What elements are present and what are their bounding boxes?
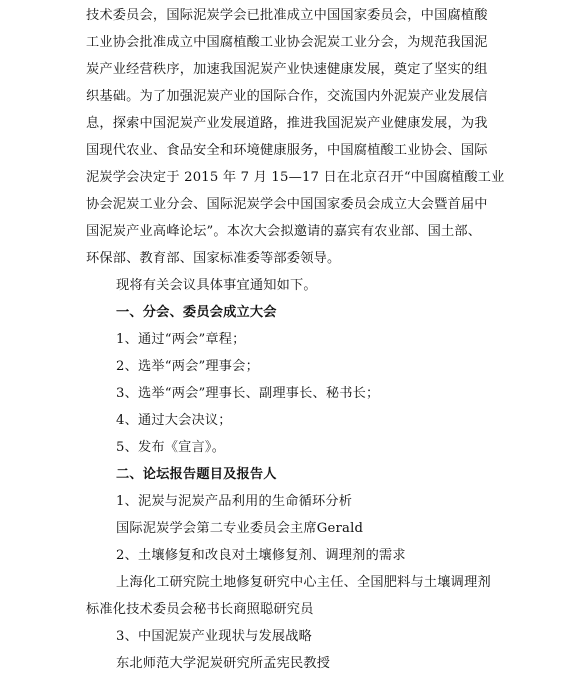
paragraph-line: 技术委员会，国际泥炭学会已批准成立中国国家委员会，中国腐植酸 <box>86 8 488 23</box>
section-heading: 一、分会、委员会成立大会 <box>116 305 277 320</box>
report-speaker: 上海化工研究院土地修复研究中心主任、全国肥料与土壤调理剂 <box>116 575 491 590</box>
report-title: 1、泥炭与泥炭产品利用的生命循环分析 <box>116 494 353 509</box>
paragraph-line: 协会泥炭工业分会、国际泥炭学会中国国家委员会成立大会暨首届中 <box>86 197 488 212</box>
notice-intro: 现将有关会议具体事宜通知如下。 <box>116 278 317 293</box>
report-speaker: 标准化技术委员会秘书长商照聪研究员 <box>86 602 314 617</box>
list-item: 1、通过“两会”章程； <box>116 332 246 347</box>
report-title: 3、中国泥炭产业现状与发展战略 <box>116 629 313 644</box>
paragraph-line: 织基础。为了加强泥炭产业的国际合作，交流国内外泥炭产业发展信 <box>86 89 488 104</box>
section-heading: 二、论坛报告题目及报告人 <box>116 467 277 482</box>
report-speaker: 东北师范大学泥炭研究所孟宪民教授 <box>116 656 331 671</box>
list-item: 5、发布《宣言》。 <box>116 440 226 455</box>
list-item: 2、选举“两会”理事会； <box>116 359 259 374</box>
paragraph-line: 工业协会批准成立中国腐植酸工业协会泥炭工业分会，为规范我国泥 <box>86 35 488 50</box>
report-speaker: 国际泥炭学会第二专业委员会主席Gerald <box>116 521 364 536</box>
paragraph-line: 国泥炭产业高峰论坛”。本次大会拟邀请的嘉宾有农业部、国土部、 <box>86 224 482 239</box>
paragraph-line: 炭产业经营秩序，加速我国泥炭产业快速健康发展，奠定了坚实的组 <box>86 62 488 77</box>
paragraph-line: 环保部、教育部、国家标准委等部委领导。 <box>86 251 341 266</box>
paragraph-line: 息，探索中国泥炭产业发展道路，推进我国泥炭产业健康发展，为我 <box>86 116 488 131</box>
paragraph-line: 国现代农业、食品安全和环境健康服务，中国腐植酸工业协会、国际 <box>86 143 488 158</box>
report-title: 2、土壤修复和改良对土壤修复剂、调理剂的需求 <box>116 548 406 563</box>
paragraph-line: 泥炭学会决定于 2015 年 7 月 15—17 日在北京召开“中国腐植酸工业 <box>86 170 505 185</box>
list-item: 3、选举“两会”理事长、副理事长、秘书长； <box>116 386 380 401</box>
list-item: 4、通过大会决议； <box>116 413 232 428</box>
